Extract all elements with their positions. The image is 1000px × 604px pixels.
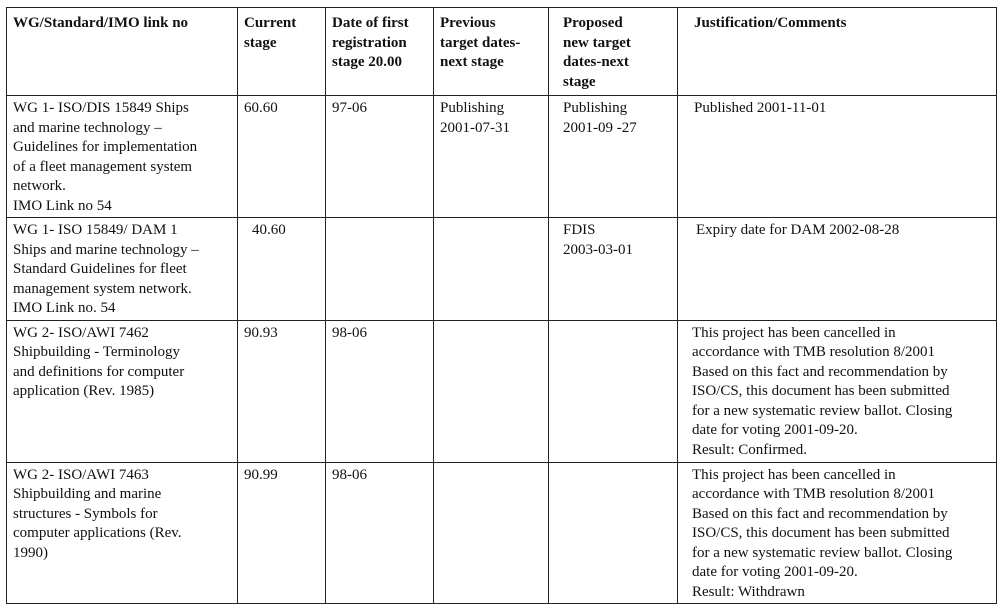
- cell-previous-target: Publishing 2001-07-31: [434, 96, 549, 218]
- header-current-stage: Current stage: [238, 8, 326, 96]
- cell-wg: WG 1- ISO/DIS 15849 Ships and marine technology – Guidelines for implementation of a fleet management system network. IMO Link no 54: [7, 96, 238, 218]
- cell-first-registration: 97-06: [326, 96, 434, 218]
- table-row: [7, 96, 997, 218]
- cell-proposed-target: [549, 462, 678, 604]
- header-row: [7, 8, 997, 96]
- table-row: [7, 218, 997, 321]
- header-justification: Justification/Comments: [678, 8, 997, 96]
- cell-previous-target: [434, 462, 549, 604]
- header-first-registration: Date of first registration stage 20.00: [326, 8, 434, 96]
- cell-comments: Expiry date for DAM 2002-08-28: [678, 218, 997, 321]
- cell-first-registration: [326, 218, 434, 321]
- cell-proposed-target: Publishing 2001-09 -27: [549, 96, 678, 218]
- header-previous-target: Previous target dates- next stage: [434, 8, 549, 96]
- cell-previous-target: [434, 218, 549, 321]
- header-proposed-target: Proposed new target dates-next stage: [549, 8, 678, 96]
- cell-current-stage: 60.60: [238, 96, 326, 218]
- table-row: [7, 462, 997, 604]
- cell-comments: This project has been cancelled in accordance with TMB resolution 8/2001 Based on this fact and recommendation by ISO/CS, this document has been submitted for a new systematic review ballot. Closing date for voting 2001-09-20. Result: Confirmed.: [678, 320, 997, 462]
- cell-previous-target: [434, 320, 549, 462]
- cell-proposed-target: FDIS 2003-03-01: [549, 218, 678, 321]
- work-programme-table: [6, 7, 997, 604]
- cell-first-registration: 98-06: [326, 320, 434, 462]
- cell-first-registration: 98-06: [326, 462, 434, 604]
- cell-wg: WG 1- ISO 15849/ DAM 1 Ships and marine technology – Standard Guidelines for fleet management system network. IMO Link no. 54: [7, 218, 238, 321]
- table-row: [7, 320, 997, 462]
- cell-current-stage: 90.99: [238, 462, 326, 604]
- cell-comments: This project has been cancelled in accordance with TMB resolution 8/2001 Based on this fact and recommendation by ISO/CS, this document has been submitted for a new systematic review ballot. Closing date for voting 2001-09-20. Result: Withdrawn: [678, 462, 997, 604]
- cell-comments: Published 2001-11-01: [678, 96, 997, 218]
- cell-wg: WG 2- ISO/AWI 7463 Shipbuilding and marine structures - Symbols for computer applications (Rev. 1990): [7, 462, 238, 604]
- cell-current-stage: 90.93: [238, 320, 326, 462]
- cell-wg: WG 2- ISO/AWI 7462 Shipbuilding - Terminology and definitions for computer application (Rev. 1985): [7, 320, 238, 462]
- header-wg-standard: WG/Standard/IMO link no: [7, 8, 238, 96]
- cell-proposed-target: [549, 320, 678, 462]
- cell-current-stage: 40.60: [238, 218, 326, 321]
